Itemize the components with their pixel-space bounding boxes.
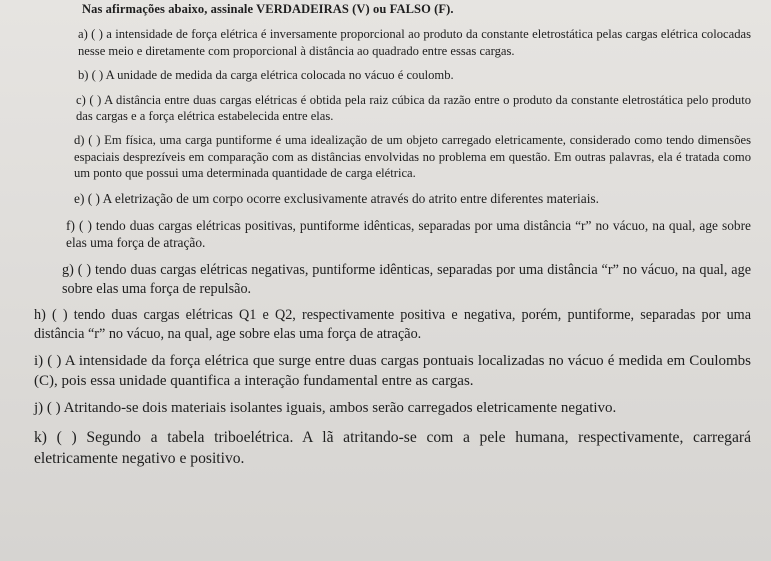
statement-c: c) ( ) A distância entre duas cargas elétricas é obtida pela raiz cúbica da razão entre o produto da constante eletrostática pelo produto das cargas e a força elétrica estabelecida entre elas. [76, 92, 751, 124]
statement-h: h) ( ) tendo duas cargas elétricas Q1 e Q2, respectivamente positiva e negativa, porém, puntiforme, separadas por uma distância “r” no vácuo, na qual, age sobre elas uma força de atração. [34, 307, 751, 343]
statement-e: e) ( ) A eletrização de um corpo ocorre exclusivamente através do atrito entre diferentes materiais. [74, 190, 599, 206]
statement-i: i) ( ) A intensidade da força elétrica que surge entre duas cargas pontuais localizadas no vácuo é medida em Coulombs (C), pois essa unidade quantifica a interação fundamental entre as cargas. [34, 352, 751, 389]
instructions-title: Nas afirmações abaixo, assinale VERDADEIRAS (V) ou FALSO (F). [82, 2, 454, 16]
statement-b: b) ( ) A unidade de medida da carga elétrica colocada no vácuo é coulomb. [78, 68, 454, 83]
statement-g: g) ( ) tendo duas cargas elétricas negativas, puntiforme idênticas, separadas por uma distância “r” no vácuo, na qual, age sobre elas uma força de repulsão. [62, 261, 751, 297]
statement-j: j) ( ) Atritando-se dois materiais isolantes iguais, ambos serão carregados eletricamente negativo. [34, 400, 617, 417]
statement-k: k) ( ) Segundo a tabela triboelétrica. A lã atritando-se com a pele humana, respectivamente, carregará eletricamente negativo e positivo. [34, 429, 751, 467]
statement-f: f) ( ) tendo duas cargas elétricas positivas, puntiforme idênticas, separadas por uma distância “r” no vácuo, na qual, age sobre elas uma força de atração. [66, 217, 751, 251]
statement-a: a) ( ) a intensidade de força elétrica é inversamente proporcional ao produto da constante eletrostática pelas cargas elétrica colocadas nesse meio e diretamente com proporcional à distância ao quadrado entre essas cargas. [78, 27, 751, 58]
statement-d: d) ( ) Em física, uma carga puntiforme é uma idealização de um objeto carregado eletricamente, considerado como tendo dimensões espaciais desprezíveis em comparação com as distâncias envolvidas no problema em questão. Em outras palavras, ela é tratada como um ponto que possui uma determinada quantidade de carga elétrica. [74, 133, 751, 181]
